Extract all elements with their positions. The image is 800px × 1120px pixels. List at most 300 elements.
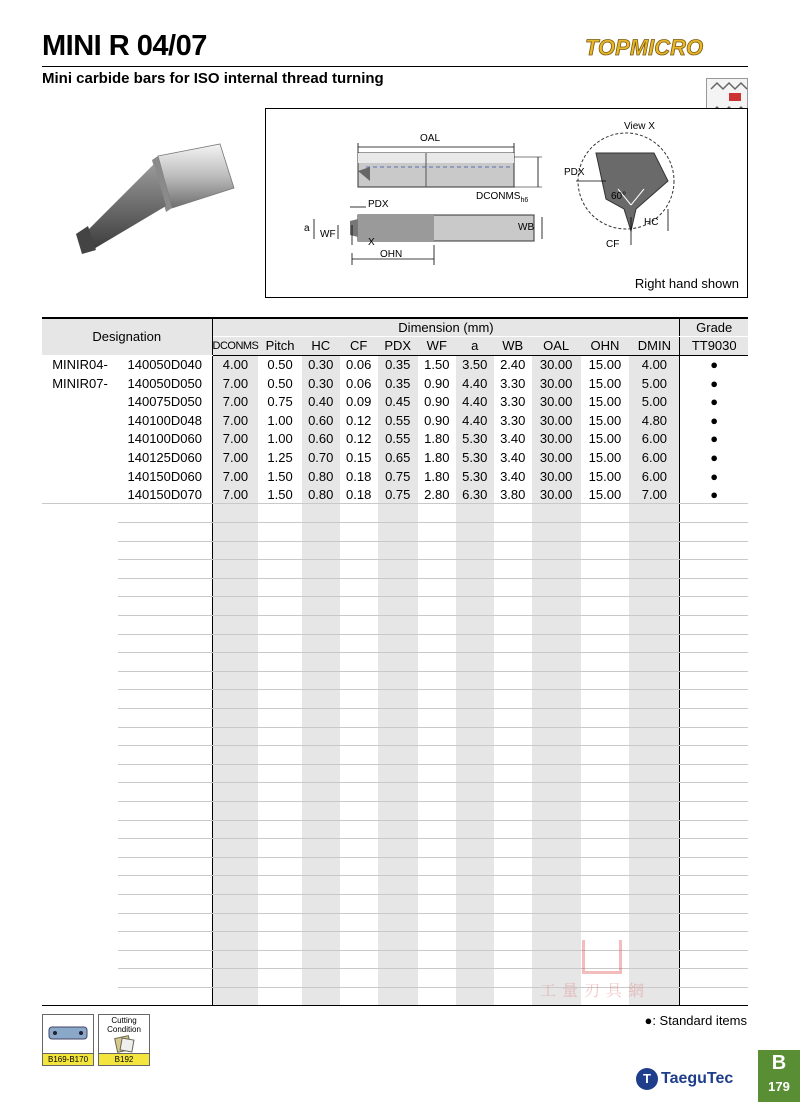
code-cell [118, 634, 212, 653]
series-cell [42, 541, 118, 560]
value-cell [532, 504, 581, 523]
value-cell [302, 764, 340, 783]
value-cell [212, 932, 258, 951]
taegutec-mark-icon: T [636, 1068, 658, 1090]
value-cell [302, 560, 340, 579]
value-cell [418, 634, 456, 653]
value-cell [302, 690, 340, 709]
code-cell [118, 690, 212, 709]
value-cell [340, 653, 378, 672]
value-cell [212, 708, 258, 727]
value-cell [302, 634, 340, 653]
value-cell [629, 690, 680, 709]
grade-cell [680, 894, 748, 913]
code-cell [118, 839, 212, 858]
value-cell [258, 578, 301, 597]
col-wb: WB [494, 337, 532, 356]
value-cell [378, 894, 418, 913]
series-cell [42, 430, 118, 449]
value-cell [629, 857, 680, 876]
value-cell [258, 857, 301, 876]
value-cell [532, 820, 581, 839]
value-cell [302, 727, 340, 746]
code-cell: 140050D040 [118, 355, 212, 374]
boring-bar-photo [62, 130, 242, 270]
value-cell [456, 616, 494, 635]
value-cell: 0.90 [424, 412, 450, 428]
col-wf: WF [418, 337, 456, 356]
table-row [42, 448, 748, 467]
value-cell [629, 523, 680, 542]
value-cell: 15.00 [588, 357, 622, 373]
value-cell [494, 708, 532, 727]
value-cell [212, 746, 258, 765]
section-tab [758, 1050, 800, 1102]
value-cell [258, 820, 301, 839]
value-cell [629, 801, 680, 820]
value-cell [258, 708, 301, 727]
cutting-condition-icon[interactable] [98, 1014, 150, 1066]
grade-cell [680, 876, 748, 895]
value-cell [581, 504, 630, 523]
value-cell: 15.00 [581, 485, 630, 504]
cutting-condition-label: Cutting Condition [107, 1016, 141, 1034]
grade-cell [680, 504, 748, 523]
value-cell [629, 578, 680, 597]
value-cell [258, 894, 301, 913]
grade-cell: ● [680, 430, 748, 449]
series-cell [42, 764, 118, 783]
value-cell [378, 671, 418, 690]
value-cell: 7.00 [212, 448, 258, 467]
value-cell [302, 839, 340, 858]
value-cell [456, 913, 494, 932]
value-cell: 1.80 [424, 431, 450, 447]
value-cell: 0.18 [346, 468, 372, 484]
blank-row [42, 578, 748, 597]
col-pitch: Pitch [258, 337, 301, 356]
page-title: MINI R 04/07 [42, 30, 207, 62]
code-cell: 140050D050 [118, 374, 212, 393]
value-cell [494, 857, 532, 876]
series-cell [42, 448, 118, 467]
value-cell [340, 876, 378, 895]
value-cell [212, 950, 258, 969]
topmicro-logo-text: TOPMICRO [585, 35, 704, 60]
x-label: X [368, 237, 375, 248]
value-cell: 2.80 [418, 485, 456, 504]
grade-cell [680, 764, 748, 783]
col-cf: CF [340, 337, 378, 356]
value-cell: 1.25 [267, 449, 293, 465]
value-cell [258, 671, 301, 690]
value-cell [212, 578, 258, 597]
value-cell [532, 783, 581, 802]
value-cell [629, 820, 680, 839]
value-cell [418, 690, 456, 709]
code-cell [118, 708, 212, 727]
watermark-text: 工量刃具網 [540, 983, 651, 1000]
value-cell [378, 746, 418, 765]
value-cell [340, 634, 378, 653]
value-cell [378, 727, 418, 746]
value-cell [340, 504, 378, 523]
value-cell [258, 690, 301, 709]
value-cell [378, 932, 418, 951]
value-cell: 30.00 [532, 392, 581, 411]
value-cell: 0.60 [302, 411, 340, 430]
value-cell: 0.40 [302, 392, 340, 411]
grade-cell [680, 820, 748, 839]
value-cell [378, 857, 418, 876]
value-cell [340, 969, 378, 988]
value-cell [418, 671, 456, 690]
value-cell [532, 708, 581, 727]
hc-label: HC [644, 217, 659, 228]
code-cell: 140100D048 [118, 411, 212, 430]
value-cell: 5.00 [629, 374, 680, 393]
value-cell [340, 839, 378, 858]
designation-header: Designation [42, 318, 212, 355]
value-cell [418, 504, 456, 523]
value-cell [581, 764, 630, 783]
value-cell [494, 504, 532, 523]
value-cell: 0.30 [302, 374, 340, 393]
value-cell: 5.30 [456, 430, 494, 449]
value-cell [302, 653, 340, 672]
value-cell [418, 913, 456, 932]
value-cell [494, 801, 532, 820]
value-cell [532, 839, 581, 858]
value-cell [258, 876, 301, 895]
value-cell [340, 671, 378, 690]
value-cell [340, 578, 378, 597]
value-cell [629, 634, 680, 653]
value-cell [212, 653, 258, 672]
value-cell [340, 727, 378, 746]
value-cell [494, 913, 532, 932]
value-cell [418, 541, 456, 560]
blank-row [42, 727, 748, 746]
value-cell [258, 950, 301, 969]
value-cell [258, 653, 301, 672]
value-cell [532, 727, 581, 746]
grade-cell [680, 839, 748, 858]
series-cell [42, 746, 118, 765]
value-cell: 0.12 [346, 431, 372, 447]
value-cell [532, 616, 581, 635]
value-cell [378, 913, 418, 932]
value-cell [494, 950, 532, 969]
value-cell: 1.50 [267, 468, 293, 484]
series-cell [42, 578, 118, 597]
value-cell [532, 764, 581, 783]
value-cell: 7.00 [212, 467, 258, 486]
value-cell [494, 894, 532, 913]
value-cell [456, 839, 494, 858]
series-cell [42, 485, 118, 504]
series-cell [42, 727, 118, 746]
blank-row [42, 764, 748, 783]
value-cell: 0.55 [378, 411, 418, 430]
series-cell [42, 932, 118, 951]
dimension-header: Dimension (mm) [212, 318, 680, 337]
value-cell [494, 653, 532, 672]
value-cell: 0.70 [302, 448, 340, 467]
holder-reference-label: B169-B170 [43, 1053, 93, 1065]
value-cell [532, 857, 581, 876]
value-cell: 0.06 [346, 375, 372, 391]
watermark [540, 940, 700, 1010]
value-cell [629, 504, 680, 523]
value-cell: 15.00 [588, 412, 622, 428]
value-cell [302, 746, 340, 765]
value-cell [212, 504, 258, 523]
blank-row [42, 504, 748, 523]
value-cell: 15.00 [588, 394, 622, 410]
value-cell [212, 969, 258, 988]
value-cell [532, 801, 581, 820]
value-cell [302, 950, 340, 969]
value-cell [212, 876, 258, 895]
value-cell [581, 857, 630, 876]
value-cell: 0.75 [378, 485, 418, 504]
value-cell [456, 634, 494, 653]
blank-row [42, 876, 748, 895]
value-cell: 1.50 [424, 357, 450, 373]
table-row [42, 467, 748, 486]
value-cell [629, 616, 680, 635]
blank-row [42, 616, 748, 635]
value-cell [418, 764, 456, 783]
blank-row [42, 653, 748, 672]
value-cell: 15.00 [588, 449, 622, 465]
value-cell [532, 671, 581, 690]
value-cell [212, 634, 258, 653]
tool-drawing [266, 109, 749, 299]
value-cell: 0.90 [424, 375, 450, 391]
value-cell: 15.00 [588, 468, 622, 484]
value-cell: 0.75 [267, 394, 293, 410]
value-cell [418, 727, 456, 746]
value-cell [378, 597, 418, 616]
value-cell [258, 616, 301, 635]
value-cell [378, 783, 418, 802]
blank-row [42, 894, 748, 913]
value-cell: 0.90 [424, 394, 450, 410]
value-cell [258, 634, 301, 653]
page-subtitle: Mini carbide bars for ISO internal thread turning [42, 70, 384, 87]
code-cell [118, 764, 212, 783]
value-cell [258, 839, 301, 858]
value-cell [456, 727, 494, 746]
standard-items-legend: ●: Standard items [644, 1013, 747, 1028]
title-rule [42, 66, 748, 67]
series-cell [42, 801, 118, 820]
value-cell [581, 541, 630, 560]
value-cell [581, 783, 630, 802]
taegutec-name: TaeguTec [661, 1070, 734, 1087]
series-cell [42, 820, 118, 839]
col-ohn: OHN [581, 337, 630, 356]
value-cell [302, 820, 340, 839]
a-label: a [304, 223, 310, 234]
value-cell [418, 987, 456, 1006]
col-dconms: DCONMS [212, 337, 258, 356]
series-cell [42, 950, 118, 969]
grade-cell [680, 671, 748, 690]
value-cell [340, 932, 378, 951]
value-cell: 0.65 [378, 448, 418, 467]
value-cell [378, 616, 418, 635]
cf-label: CF [606, 239, 620, 250]
value-cell [456, 523, 494, 542]
value-cell: 0.30 [302, 355, 340, 374]
value-cell [302, 987, 340, 1006]
grade-cell: ● [680, 448, 748, 467]
value-cell: 1.00 [267, 412, 293, 428]
value-cell: 3.40 [500, 468, 526, 484]
value-cell: 0.06 [346, 357, 372, 373]
series-cell [42, 560, 118, 579]
col-tt9030: TT9030 [680, 337, 748, 356]
value-cell [456, 987, 494, 1006]
table-row [42, 355, 748, 374]
spec-table [42, 317, 748, 1006]
col-hc: HC [302, 337, 340, 356]
value-cell [340, 597, 378, 616]
value-cell [378, 653, 418, 672]
series-cell [42, 690, 118, 709]
value-cell: 0.35 [378, 374, 418, 393]
value-cell [340, 560, 378, 579]
series-cell [42, 876, 118, 895]
grade-cell: ● [680, 392, 748, 411]
value-cell [418, 932, 456, 951]
grade-cell [680, 560, 748, 579]
grade-cell [680, 541, 748, 560]
value-cell: 30.00 [532, 411, 581, 430]
value-cell: 30.00 [532, 355, 581, 374]
value-cell [340, 523, 378, 542]
wf-label: WF [320, 229, 336, 240]
value-cell: 7.00 [212, 392, 258, 411]
value-cell [302, 541, 340, 560]
series-cell [42, 616, 118, 635]
value-cell [456, 894, 494, 913]
value-cell [302, 708, 340, 727]
code-cell [118, 950, 212, 969]
grade-cell [680, 746, 748, 765]
value-cell [494, 578, 532, 597]
code-cell [118, 876, 212, 895]
holder-reference-icon[interactable] [42, 1014, 94, 1066]
value-cell [340, 913, 378, 932]
grade-cell [680, 783, 748, 802]
value-cell: 7.00 [629, 485, 680, 504]
value-cell [456, 653, 494, 672]
value-cell [378, 541, 418, 560]
value-cell [581, 801, 630, 820]
value-cell [258, 541, 301, 560]
value-cell [418, 839, 456, 858]
value-cell: 30.00 [532, 430, 581, 449]
code-cell [118, 616, 212, 635]
value-cell [629, 560, 680, 579]
blank-row [42, 820, 748, 839]
value-cell [340, 987, 378, 1006]
value-cell [581, 839, 630, 858]
value-cell: 0.35 [378, 355, 418, 374]
code-cell [118, 541, 212, 560]
ohn-label: OHN [380, 249, 403, 260]
code-cell [118, 932, 212, 951]
value-cell [378, 523, 418, 542]
value-cell [212, 523, 258, 542]
value-cell [494, 634, 532, 653]
value-cell: 0.80 [302, 485, 340, 504]
value-cell [302, 857, 340, 876]
value-cell: 6.00 [629, 467, 680, 486]
value-cell: 1.50 [258, 485, 301, 504]
value-cell [629, 727, 680, 746]
value-cell [629, 746, 680, 765]
grade-cell [680, 653, 748, 672]
blank-row [42, 541, 748, 560]
value-cell [258, 932, 301, 951]
value-cell [629, 597, 680, 616]
blank-row [42, 746, 748, 765]
value-cell [378, 987, 418, 1006]
value-cell: 5.00 [629, 392, 680, 411]
value-cell [456, 876, 494, 895]
value-cell [456, 671, 494, 690]
value-cell [302, 876, 340, 895]
value-cell: 30.00 [532, 467, 581, 486]
col-pdx: PDX [378, 337, 418, 356]
value-cell [212, 616, 258, 635]
value-cell [212, 839, 258, 858]
value-cell: 30.00 [532, 448, 581, 467]
value-cell [456, 764, 494, 783]
value-cell [581, 913, 630, 932]
value-cell [532, 876, 581, 895]
value-cell: 0.50 [267, 375, 293, 391]
value-cell [302, 932, 340, 951]
value-cell: 0.45 [378, 392, 418, 411]
grade-cell: ● [680, 355, 748, 374]
value-cell [456, 708, 494, 727]
col-oal: OAL [532, 337, 581, 356]
value-cell [340, 708, 378, 727]
value-cell [378, 950, 418, 969]
value-cell [581, 708, 630, 727]
value-cell [581, 578, 630, 597]
series-cell [42, 708, 118, 727]
value-cell [581, 876, 630, 895]
value-cell [418, 597, 456, 616]
section-letter: B [771, 1052, 787, 1074]
col-a: a [456, 337, 494, 356]
value-cell [581, 820, 630, 839]
value-cell [418, 578, 456, 597]
page-number: 179 [768, 1079, 790, 1094]
series-cell [42, 597, 118, 616]
value-cell [532, 913, 581, 932]
cutting-condition-ref: B192 [99, 1053, 149, 1065]
value-cell: 4.00 [629, 355, 680, 374]
value-cell [581, 894, 630, 913]
